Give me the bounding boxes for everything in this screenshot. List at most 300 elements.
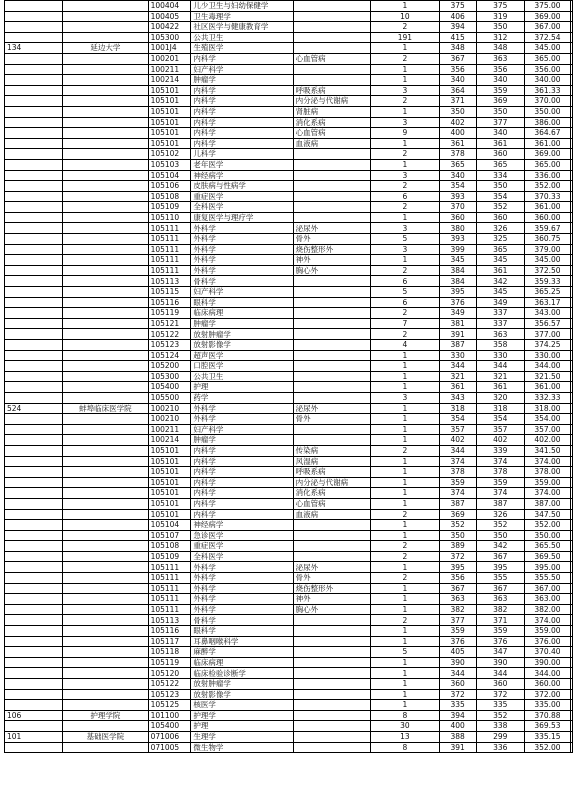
table-row — [5, 159, 573, 170]
major-code-cell: 105119 — [148, 308, 191, 319]
college-code-cell — [5, 445, 63, 456]
min-score-cell: 359 — [476, 85, 524, 96]
research-direction-cell: 神外 — [293, 255, 370, 266]
college-name-cell — [63, 573, 148, 584]
min-score-cell: 330 — [476, 350, 524, 361]
major-code-cell: 105104 — [148, 520, 191, 531]
avg-score-cell: 350.00 — [524, 530, 570, 541]
major-name-cell: 妇产科学 — [191, 424, 293, 435]
row-edge-cell — [571, 721, 573, 732]
college-code-cell — [5, 594, 63, 605]
max-score-cell: 348 — [439, 43, 476, 54]
college-code-cell — [5, 615, 63, 626]
major-name-cell: 肿瘤学 — [191, 75, 293, 86]
max-score-cell: 349 — [439, 308, 476, 319]
college-code-cell — [5, 340, 63, 351]
research-direction-cell — [293, 22, 370, 33]
max-score-cell: 399 — [439, 244, 476, 255]
college-name-cell — [63, 149, 148, 160]
table-row — [5, 689, 573, 700]
max-score-cell: 395 — [439, 287, 476, 298]
row-edge-cell — [571, 679, 573, 690]
college-name-cell: 蚌埠临床医学院 — [63, 403, 148, 414]
row-edge-cell — [571, 202, 573, 213]
admitted-count-cell: 2 — [371, 615, 440, 626]
college-code-cell — [5, 477, 63, 488]
max-score-cell: 352 — [439, 520, 476, 531]
research-direction-cell: 骨外 — [293, 234, 370, 245]
max-score-cell: 375 — [439, 1, 476, 12]
major-code-cell: 100404 — [148, 1, 191, 12]
table-row — [5, 223, 573, 234]
avg-score-cell: 370.40 — [524, 647, 570, 658]
avg-score-cell: 379.00 — [524, 244, 570, 255]
table-row — [5, 128, 573, 139]
admitted-count-cell: 4 — [371, 340, 440, 351]
max-score-cell: 384 — [439, 265, 476, 276]
table-row — [5, 498, 573, 509]
college-name-cell — [63, 202, 148, 213]
max-score-cell: 372 — [439, 551, 476, 562]
max-score-cell: 371 — [439, 96, 476, 107]
min-score-cell: 342 — [476, 541, 524, 552]
min-score-cell: 390 — [476, 657, 524, 668]
min-score-cell: 360 — [476, 679, 524, 690]
max-score-cell: 343 — [439, 392, 476, 403]
avg-score-cell: 372.50 — [524, 265, 570, 276]
admitted-count-cell: 1 — [371, 626, 440, 637]
major-code-cell: 105101 — [148, 106, 191, 117]
research-direction-cell: 消化系病 — [293, 117, 370, 128]
max-score-cell: 372 — [439, 689, 476, 700]
min-score-cell: 360 — [476, 149, 524, 160]
admitted-count-cell: 1 — [371, 255, 440, 266]
avg-score-cell: 367.00 — [524, 583, 570, 594]
min-score-cell: 372 — [476, 689, 524, 700]
row-edge-cell — [571, 244, 573, 255]
college-name-cell — [63, 626, 148, 637]
college-name-cell — [63, 742, 148, 753]
major-code-cell: 105113 — [148, 276, 191, 287]
max-score-cell: 382 — [439, 604, 476, 615]
table-row — [5, 509, 573, 520]
max-score-cell: 359 — [439, 626, 476, 637]
max-score-cell: 361 — [439, 138, 476, 149]
min-score-cell: 363 — [476, 594, 524, 605]
table-row — [5, 181, 573, 192]
research-direction-cell — [293, 149, 370, 160]
college-name-cell — [63, 371, 148, 382]
admitted-count-cell: 5 — [371, 647, 440, 658]
avg-score-cell: 357.00 — [524, 424, 570, 435]
major-code-cell: 105119 — [148, 657, 191, 668]
research-direction-cell: 内分泌与代谢病 — [293, 477, 370, 488]
college-name-cell — [63, 22, 148, 33]
major-name-cell: 卫生毒理学 — [191, 11, 293, 22]
major-name-cell: 神经病学 — [191, 520, 293, 531]
college-code-cell: 106 — [5, 710, 63, 721]
admitted-count-cell: 1 — [371, 350, 440, 361]
college-code-cell — [5, 721, 63, 732]
max-score-cell: 344 — [439, 668, 476, 679]
max-score-cell: 378 — [439, 149, 476, 160]
max-score-cell: 330 — [439, 350, 476, 361]
major-name-cell: 儿科学 — [191, 149, 293, 160]
major-name-cell: 内科学 — [191, 96, 293, 107]
major-name-cell: 皮肤病与性病学 — [191, 181, 293, 192]
min-score-cell: 337 — [476, 308, 524, 319]
major-code-cell: 105200 — [148, 361, 191, 372]
min-score-cell: 387 — [476, 498, 524, 509]
research-direction-cell — [293, 191, 370, 202]
college-name-cell — [63, 392, 148, 403]
min-score-cell: 402 — [476, 435, 524, 446]
min-score-cell: 367 — [476, 583, 524, 594]
avg-score-cell: 361.00 — [524, 202, 570, 213]
major-name-cell: 内科学 — [191, 53, 293, 64]
table-row — [5, 318, 573, 329]
table-row — [5, 11, 573, 22]
college-code-cell — [5, 530, 63, 541]
min-score-cell: 320 — [476, 392, 524, 403]
avg-score-cell: 365.50 — [524, 541, 570, 552]
min-score-cell: 350 — [476, 181, 524, 192]
admitted-count-cell: 1 — [371, 679, 440, 690]
avg-score-cell: 356.00 — [524, 64, 570, 75]
college-code-cell — [5, 276, 63, 287]
table-row — [5, 371, 573, 382]
avg-score-cell: 359.33 — [524, 276, 570, 287]
avg-score-cell: 369.50 — [524, 551, 570, 562]
admitted-count-cell: 2 — [371, 265, 440, 276]
row-edge-cell — [571, 668, 573, 679]
row-edge-cell — [571, 657, 573, 668]
avg-score-cell: 365.25 — [524, 287, 570, 298]
admitted-count-cell: 5 — [371, 287, 440, 298]
table-row — [5, 647, 573, 658]
row-edge-cell — [571, 456, 573, 467]
min-score-cell: 340 — [476, 75, 524, 86]
college-name-cell — [63, 191, 148, 202]
research-direction-cell — [293, 350, 370, 361]
min-score-cell: 337 — [476, 318, 524, 329]
min-score-cell: 326 — [476, 223, 524, 234]
table-row — [5, 287, 573, 298]
major-name-cell: 骨科学 — [191, 276, 293, 287]
table-row — [5, 32, 573, 43]
college-name-cell — [63, 128, 148, 139]
avg-score-cell: 386.00 — [524, 117, 570, 128]
admitted-count-cell: 1 — [371, 604, 440, 615]
research-direction-cell: 泌尿外 — [293, 223, 370, 234]
min-score-cell: 363 — [476, 329, 524, 340]
min-score-cell: 347 — [476, 647, 524, 658]
admitted-count-cell: 10 — [371, 11, 440, 22]
row-edge-cell — [571, 445, 573, 456]
major-name-cell: 放射影像学 — [191, 340, 293, 351]
college-code-cell — [5, 149, 63, 160]
admitted-count-cell: 1 — [371, 159, 440, 170]
research-direction-cell: 骨外 — [293, 573, 370, 584]
max-score-cell: 376 — [439, 636, 476, 647]
research-direction-cell — [293, 212, 370, 223]
college-code-cell — [5, 212, 63, 223]
max-score-cell: 415 — [439, 32, 476, 43]
college-code-cell — [5, 700, 63, 711]
avg-score-cell: 341.50 — [524, 445, 570, 456]
major-code-cell: 105300 — [148, 371, 191, 382]
min-score-cell: 344 — [476, 361, 524, 372]
avg-score-cell: 369.53 — [524, 721, 570, 732]
row-edge-cell — [571, 583, 573, 594]
major-name-cell: 外科学 — [191, 583, 293, 594]
major-name-cell: 内科学 — [191, 477, 293, 488]
table-row — [5, 710, 573, 721]
max-score-cell: 345 — [439, 255, 476, 266]
college-code-cell — [5, 159, 63, 170]
admitted-count-cell: 9 — [371, 128, 440, 139]
row-edge-cell — [571, 626, 573, 637]
max-score-cell: 387 — [439, 340, 476, 351]
college-name-cell — [63, 340, 148, 351]
avg-score-cell: 382.00 — [524, 604, 570, 615]
admitted-count-cell: 2 — [371, 22, 440, 33]
major-name-cell: 内科学 — [191, 138, 293, 149]
avg-score-cell: 344.00 — [524, 361, 570, 372]
row-edge-cell — [571, 414, 573, 425]
research-direction-cell — [293, 202, 370, 213]
major-name-cell: 外科学 — [191, 223, 293, 234]
min-score-cell: 376 — [476, 636, 524, 647]
college-code-cell — [5, 509, 63, 520]
major-code-cell: 105122 — [148, 679, 191, 690]
major-code-cell: 105101 — [148, 445, 191, 456]
major-code-cell: 105117 — [148, 636, 191, 647]
major-code-cell: 100214 — [148, 435, 191, 446]
research-direction-cell: 风湿病 — [293, 456, 370, 467]
college-name-cell — [63, 96, 148, 107]
admitted-count-cell: 1 — [371, 106, 440, 117]
avg-score-cell: 402.00 — [524, 435, 570, 446]
college-code-cell — [5, 96, 63, 107]
college-code-cell — [5, 435, 63, 446]
research-direction-cell — [293, 308, 370, 319]
college-code-cell — [5, 498, 63, 509]
major-code-cell: 105122 — [148, 329, 191, 340]
major-name-cell: 老年医学 — [191, 159, 293, 170]
admitted-count-cell: 3 — [371, 223, 440, 234]
min-score-cell: 354 — [476, 414, 524, 425]
major-code-cell: 100211 — [148, 424, 191, 435]
college-code-cell — [5, 234, 63, 245]
major-name-cell: 外科学 — [191, 562, 293, 573]
major-name-cell: 外科学 — [191, 414, 293, 425]
row-edge-cell — [571, 477, 573, 488]
avg-score-cell: 344.00 — [524, 668, 570, 679]
research-direction-cell — [293, 731, 370, 742]
row-edge-cell — [571, 488, 573, 499]
college-name-cell — [63, 424, 148, 435]
college-code-cell — [5, 456, 63, 467]
major-code-cell: 100201 — [148, 53, 191, 64]
max-score-cell: 380 — [439, 223, 476, 234]
row-edge-cell — [571, 11, 573, 22]
research-direction-cell: 心血管病 — [293, 128, 370, 139]
max-score-cell: 402 — [439, 117, 476, 128]
college-name-cell — [63, 212, 148, 223]
table-row — [5, 138, 573, 149]
research-direction-cell — [293, 679, 370, 690]
row-edge-cell — [571, 106, 573, 117]
avg-score-cell: 318.00 — [524, 403, 570, 414]
college-name-cell — [63, 170, 148, 181]
research-direction-cell — [293, 424, 370, 435]
row-edge-cell — [571, 551, 573, 562]
college-name-cell — [63, 689, 148, 700]
college-code-cell — [5, 668, 63, 679]
college-code-cell — [5, 424, 63, 435]
research-direction-cell — [293, 75, 370, 86]
college-name-cell — [63, 223, 148, 234]
table-row — [5, 297, 573, 308]
college-name-cell — [63, 287, 148, 298]
table-row — [5, 636, 573, 647]
college-name-cell — [63, 498, 148, 509]
major-name-cell: 神经病学 — [191, 170, 293, 181]
college-code-cell — [5, 573, 63, 584]
college-code-cell — [5, 551, 63, 562]
max-score-cell: 321 — [439, 371, 476, 382]
admitted-count-cell: 13 — [371, 731, 440, 742]
avg-score-cell: 378.00 — [524, 467, 570, 478]
admitted-count-cell: 3 — [371, 392, 440, 403]
major-name-cell: 急诊医学 — [191, 530, 293, 541]
row-edge-cell — [571, 403, 573, 414]
research-direction-cell: 泌尿外 — [293, 562, 370, 573]
row-edge-cell — [571, 382, 573, 393]
major-name-cell: 生殖医学 — [191, 43, 293, 54]
row-edge-cell — [571, 159, 573, 170]
major-code-cell: 105101 — [148, 456, 191, 467]
table-row — [5, 308, 573, 319]
college-code-cell: 524 — [5, 403, 63, 414]
max-score-cell: 381 — [439, 318, 476, 329]
major-code-cell: 105101 — [148, 498, 191, 509]
college-name-cell — [63, 1, 148, 12]
admitted-count-cell: 3 — [371, 244, 440, 255]
college-name-cell — [63, 85, 148, 96]
table-row — [5, 53, 573, 64]
avg-score-cell: 375.00 — [524, 1, 570, 12]
admitted-count-cell: 1 — [371, 689, 440, 700]
major-name-cell: 内科学 — [191, 445, 293, 456]
admitted-count-cell: 2 — [371, 53, 440, 64]
major-code-cell: 101100 — [148, 710, 191, 721]
table-row — [5, 626, 573, 637]
college-code-cell — [5, 85, 63, 96]
college-name-cell — [63, 520, 148, 531]
avg-score-cell: 352.00 — [524, 742, 570, 753]
research-direction-cell — [293, 276, 370, 287]
min-score-cell: 338 — [476, 721, 524, 732]
avg-score-cell: 390.00 — [524, 657, 570, 668]
row-edge-cell — [571, 520, 573, 531]
row-edge-cell — [571, 128, 573, 139]
major-name-cell: 重症医学 — [191, 191, 293, 202]
research-direction-cell — [293, 700, 370, 711]
research-direction-cell — [293, 287, 370, 298]
max-score-cell: 370 — [439, 202, 476, 213]
table-row — [5, 551, 573, 562]
min-score-cell: 369 — [476, 96, 524, 107]
avg-score-cell: 335.00 — [524, 700, 570, 711]
min-score-cell: 361 — [476, 382, 524, 393]
table-row — [5, 424, 573, 435]
min-score-cell: 349 — [476, 297, 524, 308]
major-name-cell: 药学 — [191, 392, 293, 403]
admitted-count-cell: 1 — [371, 435, 440, 446]
college-code-cell — [5, 350, 63, 361]
major-name-cell: 微生物学 — [191, 742, 293, 753]
avg-score-cell: 359.00 — [524, 626, 570, 637]
avg-score-cell: 360.75 — [524, 234, 570, 245]
college-code-cell — [5, 488, 63, 499]
admitted-count-cell: 2 — [371, 149, 440, 160]
row-edge-cell — [571, 647, 573, 658]
college-code-cell — [5, 64, 63, 75]
major-name-cell: 全科医学 — [191, 551, 293, 562]
major-name-cell: 护理 — [191, 382, 293, 393]
major-code-cell: 105111 — [148, 265, 191, 276]
major-code-cell: 105103 — [148, 159, 191, 170]
research-direction-cell — [293, 710, 370, 721]
max-score-cell: 391 — [439, 329, 476, 340]
major-code-cell: 105118 — [148, 647, 191, 658]
min-score-cell: 361 — [476, 265, 524, 276]
admitted-count-cell: 3 — [371, 85, 440, 96]
max-score-cell: 390 — [439, 657, 476, 668]
max-score-cell: 344 — [439, 361, 476, 372]
max-score-cell: 388 — [439, 731, 476, 742]
min-score-cell: 334 — [476, 170, 524, 181]
research-direction-cell — [293, 361, 370, 372]
major-code-cell: 105108 — [148, 541, 191, 552]
college-code-cell: 134 — [5, 43, 63, 54]
college-name-cell — [63, 615, 148, 626]
avg-score-cell: 364.67 — [524, 128, 570, 139]
admitted-count-cell: 2 — [371, 445, 440, 456]
college-name-cell — [63, 53, 148, 64]
table-row — [5, 96, 573, 107]
college-name-cell — [63, 594, 148, 605]
college-code-cell — [5, 329, 63, 340]
research-direction-cell: 烧伤整形外 — [293, 244, 370, 255]
row-edge-cell — [571, 64, 573, 75]
row-edge-cell — [571, 731, 573, 742]
min-score-cell: 352 — [476, 520, 524, 531]
admitted-count-cell: 1 — [371, 361, 440, 372]
research-direction-cell: 呼吸系病 — [293, 467, 370, 478]
min-score-cell: 319 — [476, 11, 524, 22]
avg-score-cell: 361.00 — [524, 138, 570, 149]
min-score-cell: 326 — [476, 509, 524, 520]
table-row — [5, 583, 573, 594]
avg-score-cell: 377.00 — [524, 329, 570, 340]
major-code-cell: 105101 — [148, 128, 191, 139]
college-name-cell: 延边大学 — [63, 43, 148, 54]
research-direction-cell: 骨外 — [293, 414, 370, 425]
max-score-cell: 360 — [439, 212, 476, 223]
